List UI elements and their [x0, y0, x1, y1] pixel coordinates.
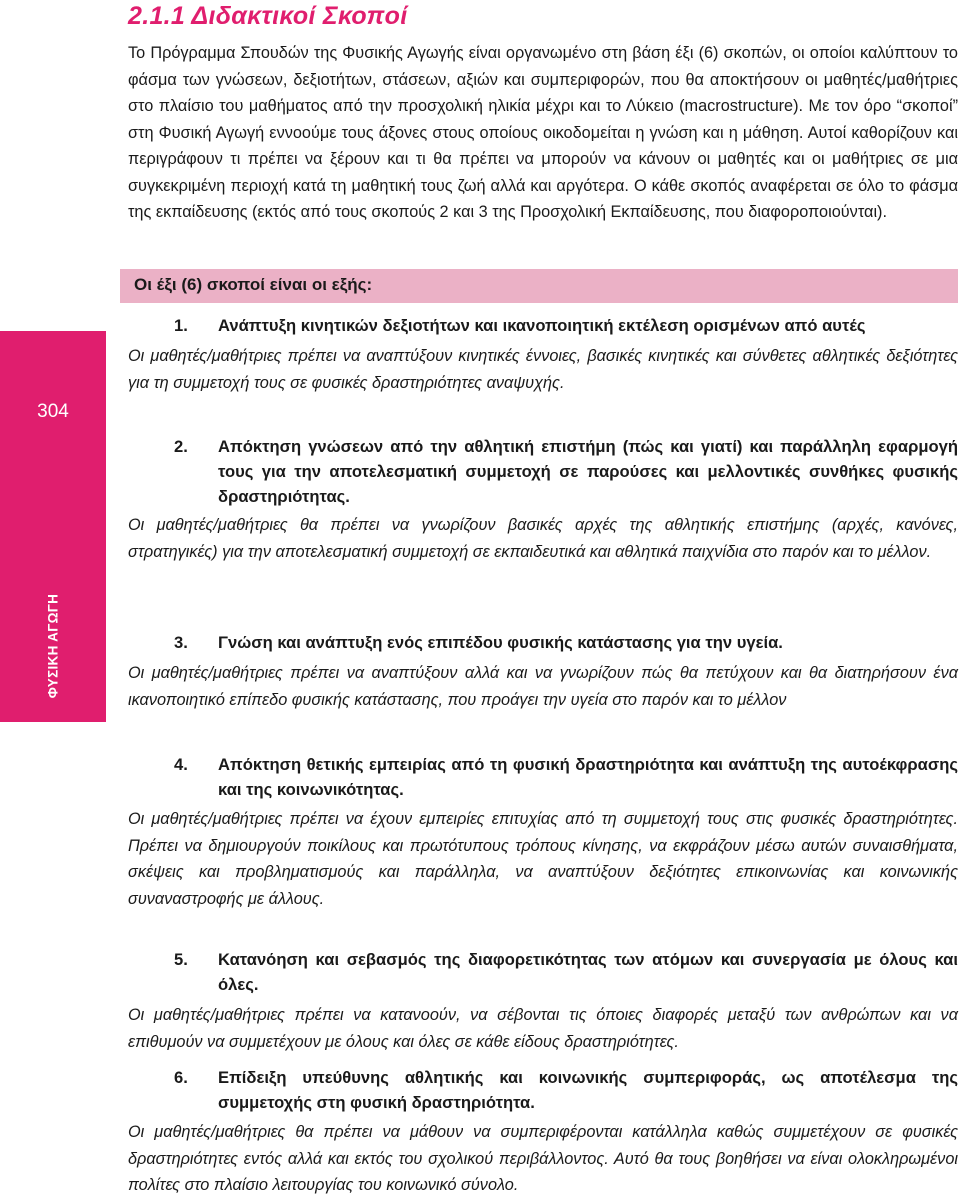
goal-title	[174, 630, 958, 655]
goal-title-text: Γνώση και ανάπτυξη ενός επιπέδου φυσικής κατάστασης για την υγεία.	[218, 633, 783, 652]
goal-title	[174, 434, 958, 509]
goal-title	[174, 313, 958, 338]
page-side-tab	[0, 331, 106, 722]
goals-heading: Οι έξι (6) σκοποί είναι οι εξής:	[134, 275, 373, 294]
goal-description: Οι μαθητές/μαθήτριες πρέπει να αναπτύξουν κινητικές έννοιες, βασικές κινητικές και σύνθετες αθλητικές δεξιότητες για τη συμμετοχή τους σε φυσικές δραστηριότητες αναψυχής.	[128, 347, 958, 392]
goal-number: 5.	[174, 950, 188, 969]
goal-number: 2.	[174, 437, 188, 456]
goal-number: 4.	[174, 755, 188, 774]
goal-title-text: Κατανόηση και σεβασμός της διαφορετικότητας των ατόμων και συνεργασία με όλους και όλες.	[218, 950, 958, 994]
goal-title-text: Επίδειξη υπεύθυνης αθλητικής και κοινωνικής συμπεριφοράς, ως αποτέλεσμα της συμμετοχής στη φυσική δραστηριότητα.	[218, 1068, 958, 1112]
intro-paragraph: Το Πρόγραμμα Σπουδών της Φυσικής Αγωγής είναι οργανωμένο στη βάση έξι (6) σκοπών, οι οποίοι καλύπτουν το φάσμα των γνώσεων, δεξιοτήτων, στάσεων, αξιών και συμπεριφορών, που θα αποκτήσουν οι μαθητές/μαθήτριες στο πλαίσιο του μαθήματος από την προσχολική ηλικία μέχρι και το Λύκειο (macrostructure). Με τον όρο “σκοποί” στη Φυσική Αγωγή εννοούμε τους άξονες στους οποίους οικοδομείται η γνώση και η μάθηση. Αυτοί καθορίζουν και περιγράφουν τι πρέπει να ξέρουν και τι θα πρέπει να μπορούν να κάνουν οι μαθητές και οι μαθήτριες σε μια συγκεκριμένη περιοχή κατά τη μαθητική τους ζωή αλλά και αργότερα. Ο κάθε σκοπός αναφέρεται σε όλο το φάσμα της εκπαίδευσης (εκτός από τους σκοπούς 2 και 3 της Προσχολική Εκπαίδευσης, που διαφοροποιούνται).	[128, 44, 958, 221]
goal-title	[174, 1065, 958, 1115]
goal-description: Οι μαθητές/μαθήτριες πρέπει να κατανοούν, να σέβονται τις όποιες διαφορές μεταξύ των ανθρώπων και να επιθυμούν να συμμετέχουν με όλους και όλες σε κάθε είδους δραστηριότητες.	[128, 1006, 958, 1051]
goal-title-text: Απόκτηση γνώσεων από την αθλητική επιστήμη (πώς και γιατί) και παράλληλη εφαρμογή τους για την αποτελεσματική συμμετοχή σε παρούσες και μελλοντικές συνθήκες φυσικής δραστηριότητας.	[218, 437, 958, 506]
goal-title-text: Απόκτηση θετικής εμπειρίας από τη φυσική δραστηριότητα και ανάπτυξη της αυτοέκφρασης και της κοινωνικότητας.	[218, 755, 958, 799]
goal-title	[174, 752, 958, 802]
goal-description: Οι μαθητές/μαθήτριες πρέπει να αναπτύξουν αλλά και να γνωρίζουν πώς θα πετύχουν και θα διατηρήσουν ένα ικανοποιητικό επίπεδο φυσικής κατάστασης, που προάγει την υγεία στο παρόν και το μέλλον	[128, 664, 958, 709]
goal-number: 1.	[174, 316, 188, 335]
goal-title	[174, 947, 958, 997]
section-title: 2.1.1 Διδακτικοί Σκοποί	[128, 2, 408, 30]
page-number: 304	[37, 401, 69, 422]
goal-description: Οι μαθητές/μαθήτριες θα πρέπει να γνωρίζουν βασικές αρχές της αθλητικής επιστήμης (αρχές, κανόνες, στρατηγικές) για την αποτελεσματική συμμετοχή σε εκπαιδευτικά και αθλητικά παιχνίδια στο παρόν και το μέλλον.	[128, 516, 958, 561]
goals-heading-bar	[120, 269, 958, 303]
goal-description: Οι μαθητές/μαθήτριες θα πρέπει να μάθουν να συμπεριφέρονται κατάλληλα καθώς συμμετέχουν σε φυσικές δραστηριότητες εντός αλλά και εκτός του σχολικού περιβάλλοντος. Αυτό θα τους βοηθήσει να είναι ολοκληρωμένοι πολίτες στο πλαίσιο λειτουργίας του κοινωνικό σύνολο.	[128, 1123, 958, 1194]
goal-number: 6.	[174, 1068, 188, 1087]
section-side-label: ΦΥΣΙΚΗ ΑΓΩΓΗ	[45, 593, 61, 699]
goal-number: 3.	[174, 633, 188, 652]
goal-description: Οι μαθητές/μαθήτριες πρέπει να έχουν εμπειρίες επιτυχίας από τη συμμετοχή τους στις φυσικές δραστηριότητες. Πρέπει να δημιουργούν ποικίλους και πρωτότυπους τρόπους κίνησης, να εκφράζουν μέσω αυτών συναισθήματα, σκέψεις και προβληματισμούς και παράλληλα, να αναπτύξουν δεξιότητες επικοινωνίας και κοινωνικής συναναστροφής με άλλους.	[128, 810, 958, 908]
goal-title-text: Ανάπτυξη κινητικών δεξιοτήτων και ικανοποιητική εκτέλεση ορισμένων από αυτές	[218, 316, 866, 335]
